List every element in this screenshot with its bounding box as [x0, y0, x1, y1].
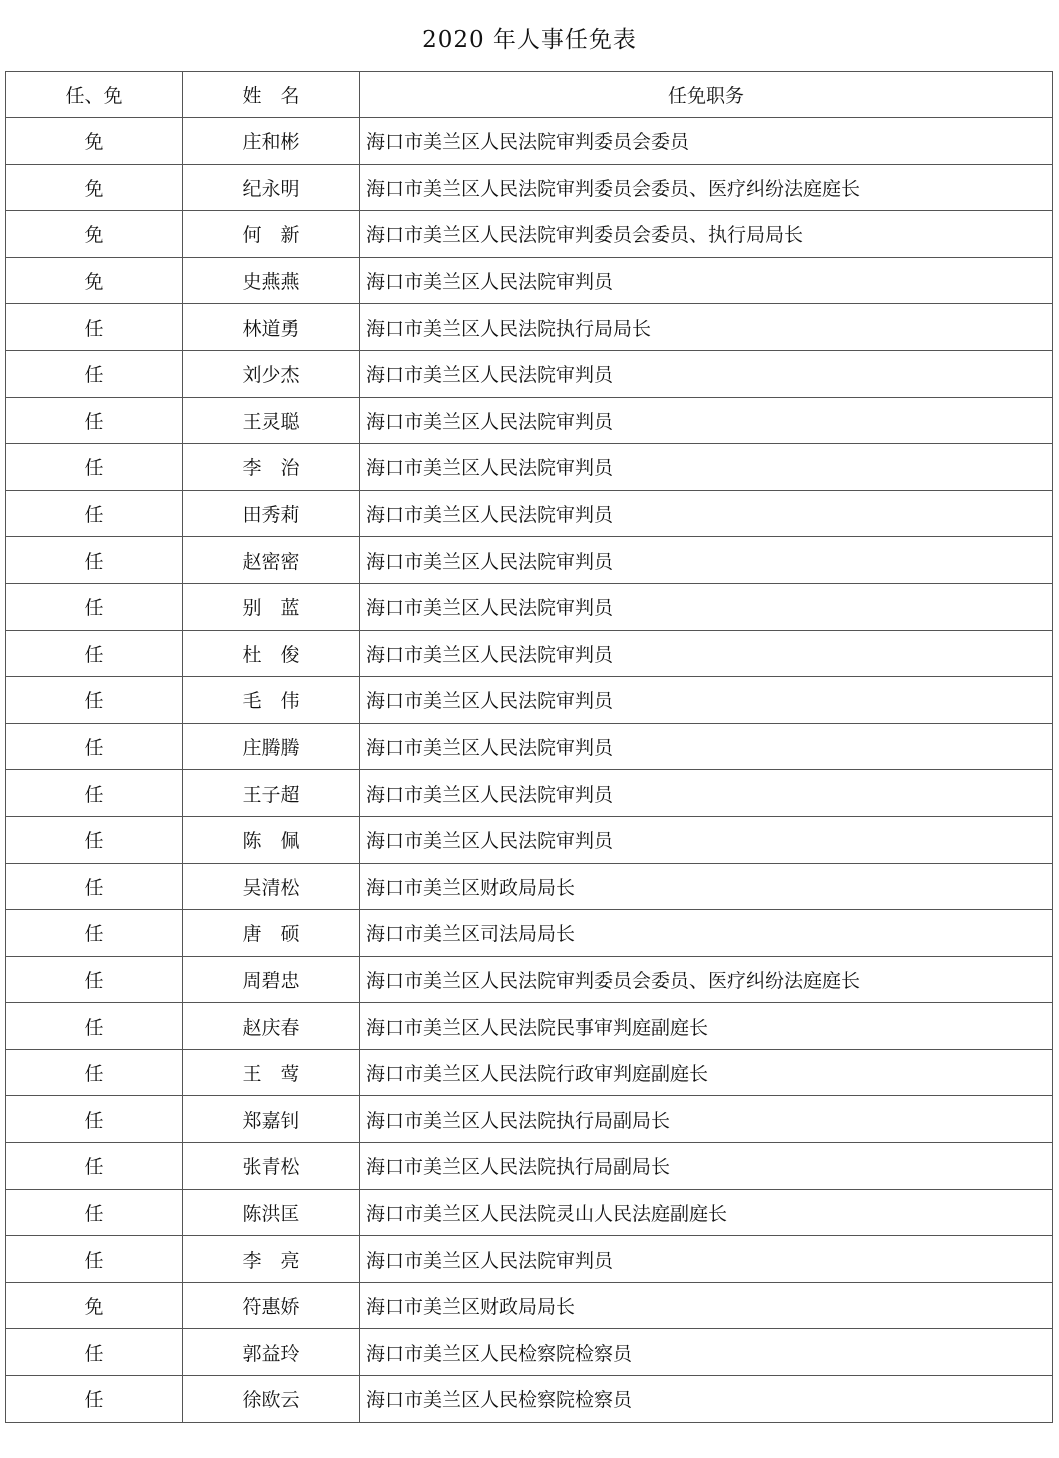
table-row: [6, 1376, 1053, 1423]
post-cell: 海口市美兰区人民法院灵山人民法庭副庭长: [360, 1189, 1053, 1236]
post-cell: 海口市美兰区人民法院执行局副局长: [360, 1143, 1053, 1190]
table-row: [6, 630, 1053, 677]
name-cell: 郭益玲: [183, 1329, 360, 1376]
name-cell: 别 蓝: [183, 583, 360, 630]
table-row: [6, 910, 1053, 957]
action-cell: 任: [6, 490, 183, 537]
name-cell: 徐欧云: [183, 1376, 360, 1423]
post-cell: 海口市美兰区人民法院审判委员会委员、医疗纠纷法庭庭长: [360, 164, 1053, 211]
appointment-table: [5, 71, 1053, 1423]
action-cell: 任: [6, 1143, 183, 1190]
header-name: 姓 名: [183, 72, 360, 118]
action-cell: 任: [6, 677, 183, 724]
action-cell: 任: [6, 723, 183, 770]
table-row: [6, 677, 1053, 724]
name-cell: 纪永明: [183, 164, 360, 211]
name-cell: 王子超: [183, 770, 360, 817]
name-cell: 唐 硕: [183, 910, 360, 957]
table-row: [6, 723, 1053, 770]
name-cell: 李 亮: [183, 1236, 360, 1283]
post-cell: 海口市美兰区人民法院审判员: [360, 723, 1053, 770]
action-cell: 任: [6, 770, 183, 817]
action-cell: 免: [6, 164, 183, 211]
name-cell: 符惠娇: [183, 1282, 360, 1329]
post-cell: 海口市美兰区人民法院执行局局长: [360, 304, 1053, 351]
table-row: [6, 583, 1053, 630]
name-cell: 毛 伟: [183, 677, 360, 724]
table-row: [6, 444, 1053, 491]
action-cell: 任: [6, 1236, 183, 1283]
name-cell: 史燕燕: [183, 257, 360, 304]
table-row: [6, 1236, 1053, 1283]
name-cell: 陈 佩: [183, 816, 360, 863]
table-row: [6, 1049, 1053, 1096]
name-cell: 王灵聪: [183, 397, 360, 444]
name-cell: 李 治: [183, 444, 360, 491]
table-row: [6, 350, 1053, 397]
post-cell: 海口市美兰区人民法院审判委员会委员: [360, 118, 1053, 165]
table-row: [6, 164, 1053, 211]
post-cell: 海口市美兰区人民法院执行局副局长: [360, 1096, 1053, 1143]
table-row: [6, 257, 1053, 304]
table-row: [6, 770, 1053, 817]
name-cell: 庄和彬: [183, 118, 360, 165]
action-cell: 任: [6, 537, 183, 584]
page-title: 2020 年人事任免表: [422, 27, 637, 53]
post-cell: 海口市美兰区人民法院审判员: [360, 770, 1053, 817]
action-cell: 任: [6, 304, 183, 351]
name-cell: 庄腾腾: [183, 723, 360, 770]
table-row: [6, 118, 1053, 165]
post-cell: 海口市美兰区人民法院审判委员会委员、医疗纠纷法庭庭长: [360, 956, 1053, 1003]
name-cell: 吴清松: [183, 863, 360, 910]
table-row: [6, 1329, 1053, 1376]
post-cell: 海口市美兰区人民法院民事审判庭副庭长: [360, 1003, 1053, 1050]
action-cell: 任: [6, 630, 183, 677]
table-row: [6, 816, 1053, 863]
post-cell: 海口市美兰区财政局局长: [360, 1282, 1053, 1329]
post-cell: 海口市美兰区人民法院审判员: [360, 444, 1053, 491]
post-cell: 海口市美兰区人民法院审判员: [360, 490, 1053, 537]
action-cell: 免: [6, 118, 183, 165]
header-action: 任、免: [6, 72, 183, 118]
post-cell: 海口市美兰区人民检察院检察员: [360, 1376, 1053, 1423]
action-cell: 任: [6, 863, 183, 910]
table-row: [6, 1096, 1053, 1143]
action-cell: 免: [6, 1282, 183, 1329]
table-row: [6, 304, 1053, 351]
table-row: [6, 1143, 1053, 1190]
action-cell: 免: [6, 257, 183, 304]
post-cell: 海口市美兰区人民法院审判员: [360, 397, 1053, 444]
post-cell: 海口市美兰区人民法院审判委员会委员、执行局局长: [360, 211, 1053, 258]
action-cell: 任: [6, 350, 183, 397]
action-cell: 任: [6, 1096, 183, 1143]
post-cell: 海口市美兰区人民法院审判员: [360, 816, 1053, 863]
post-cell: 海口市美兰区人民法院审判员: [360, 630, 1053, 677]
post-cell: 海口市美兰区财政局局长: [360, 863, 1053, 910]
table-row: [6, 1189, 1053, 1236]
name-cell: 林道勇: [183, 304, 360, 351]
action-cell: 任: [6, 397, 183, 444]
post-cell: 海口市美兰区人民法院审判员: [360, 537, 1053, 584]
action-cell: 任: [6, 1049, 183, 1096]
name-cell: 赵庆春: [183, 1003, 360, 1050]
post-cell: 海口市美兰区人民法院审判员: [360, 583, 1053, 630]
name-cell: 田秀莉: [183, 490, 360, 537]
action-cell: 免: [6, 211, 183, 258]
post-cell: 海口市美兰区人民法院审判员: [360, 350, 1053, 397]
table-row: [6, 537, 1053, 584]
table-row: [6, 956, 1053, 1003]
name-cell: 陈洪匡: [183, 1189, 360, 1236]
action-cell: 任: [6, 444, 183, 491]
action-cell: 任: [6, 910, 183, 957]
name-cell: 王 莺: [183, 1049, 360, 1096]
action-cell: 任: [6, 1003, 183, 1050]
table-row: [6, 1282, 1053, 1329]
action-cell: 任: [6, 1376, 183, 1423]
table-row: [6, 490, 1053, 537]
action-cell: 任: [6, 1189, 183, 1236]
post-cell: 海口市美兰区人民检察院检察员: [360, 1329, 1053, 1376]
header-post: 任免职务: [360, 72, 1053, 118]
name-cell: 刘少杰: [183, 350, 360, 397]
name-cell: 何 新: [183, 211, 360, 258]
table-row: [6, 1003, 1053, 1050]
table-body: [6, 118, 1053, 1423]
post-cell: 海口市美兰区人民法院行政审判庭副庭长: [360, 1049, 1053, 1096]
post-cell: 海口市美兰区人民法院审判员: [360, 257, 1053, 304]
name-cell: 赵密密: [183, 537, 360, 584]
post-cell: 海口市美兰区司法局局长: [360, 910, 1053, 957]
action-cell: 任: [6, 583, 183, 630]
post-cell: 海口市美兰区人民法院审判员: [360, 1236, 1053, 1283]
name-cell: 杜 俊: [183, 630, 360, 677]
name-cell: 张青松: [183, 1143, 360, 1190]
name-cell: 郑嘉钊: [183, 1096, 360, 1143]
name-cell: 周碧忠: [183, 956, 360, 1003]
post-cell: 海口市美兰区人民法院审判员: [360, 677, 1053, 724]
table-row: [6, 211, 1053, 258]
action-cell: 任: [6, 956, 183, 1003]
action-cell: 任: [6, 1329, 183, 1376]
table-row: [6, 863, 1053, 910]
table-row: [6, 397, 1053, 444]
action-cell: 任: [6, 816, 183, 863]
table-header-row: [6, 72, 1053, 118]
